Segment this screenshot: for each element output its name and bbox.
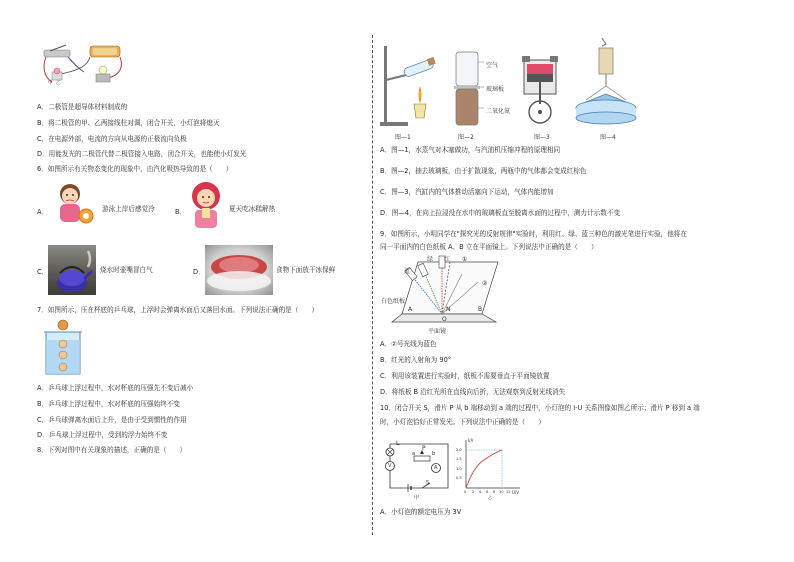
q10-graph-xtick-5: 10 — [499, 490, 504, 494]
q9-option-b: B．红光的入射角为 90° — [380, 356, 452, 364]
q10-label-b-end: b — [432, 451, 436, 457]
q10-graph-xlabel: U/V — [512, 490, 520, 495]
q8-option-b: B．图—2，抽去玻璃板，由于扩散现象，两瓶中的气体都会变成红棕色 — [380, 167, 587, 175]
lamp-icon — [386, 448, 394, 456]
q10-graph-xtick-0: 0 — [464, 490, 467, 494]
q6-a-letter: A． — [37, 208, 49, 216]
q9-label-paper: 白色纸板 — [381, 298, 406, 305]
q10-graph-xtick-6: 12 — [506, 490, 511, 494]
q10-iu-graph — [452, 436, 524, 500]
battery-icon — [90, 46, 120, 57]
q8-fig2-caption: 图—2 — [458, 134, 474, 141]
q9-stem-line1: 9．如图所示，小明同学在"探究光的反射规律"实验时，利用红、绿、蓝三种色的激光笔进行实验，他将在 — [380, 230, 687, 238]
q6-d-letter: D． — [193, 268, 205, 276]
q10-graph-ytick-1: 1.5 — [456, 457, 462, 461]
q10-graph-ytick-2: 1.0 — [456, 467, 462, 471]
q8-fig2-label-no2: 二氧化氮 — [486, 108, 511, 115]
q9-label-green: 绿 — [427, 256, 434, 263]
q5-option-a: A．二极管是超导体材料制成的 — [37, 103, 128, 111]
q10-label-p: P — [422, 445, 426, 452]
q6-b-girl-icecream-image — [186, 180, 226, 232]
switch-icon — [44, 45, 70, 57]
q6-c-letter: C． — [37, 268, 49, 276]
q5-label-jia: 甲 — [48, 81, 53, 86]
q7-beaker-figure — [40, 318, 86, 378]
q10-label-a-end: a — [412, 451, 416, 457]
q10-graph-ytick-0: 2.0 — [456, 448, 462, 452]
q7-option-b: B．乒乓球上浮过程中，水对杯底的压强始终不变 — [37, 400, 180, 408]
q6-b-caption: 夏天吃冰糕解热 — [229, 205, 276, 213]
q6-d-dry-ice-food-photo — [205, 245, 273, 295]
q7-option-a: A．乒乓球上浮过程中，水对杯底的压强先不变后减小 — [37, 384, 194, 392]
q6-a-caption: 游泳上岸后感觉冷 — [102, 205, 155, 213]
q8-fig4-spring-scale — [572, 36, 640, 130]
q10-label-l: L — [396, 440, 400, 447]
q8-stem: 8．下列对图中有关现象的描述，正确的是（ ） — [37, 446, 187, 454]
q6-c-caption: 烧水时壶嘴冒白气 — [100, 266, 153, 274]
q9-option-c: C．利用该装置进行实验时，纸板不需要垂直于平面镜放置 — [380, 372, 550, 380]
q10-graph-caption: 乙 — [488, 495, 492, 500]
q9-label-n1: ① — [462, 256, 468, 263]
q8-fig2-gas-jars — [448, 48, 488, 130]
q5-option-b: B．将二极管的甲、乙两接线柱对调，闭合开关，小灯泡将熄灭 — [37, 119, 220, 127]
q8-option-a: A．图—1，水蒸气对木塞做功，与汽油机压缩冲程的原理相同 — [380, 146, 561, 154]
q8-option-d: D．图—4，在向上拉浸没在水中的玻璃板直至脱离水面的过程中，测力计示数不变 — [380, 209, 621, 217]
q10-graph-ytick-3: 0.5 — [456, 476, 462, 480]
q9-label-o: O — [442, 316, 447, 323]
lamp-icon — [96, 66, 110, 82]
q6-stem: 6．如图所示有关物态变化的现象中，由汽化吸热导致的是（ ） — [37, 165, 233, 173]
q5-label-yi: 乙 — [56, 81, 61, 86]
q7-option-d: D．乒乓球上浮过程中，受到的浮力始终不变 — [37, 431, 168, 439]
q9-label-a: A — [408, 306, 413, 313]
q10-graph-xtick-1: 2 — [472, 490, 475, 494]
q10-graph-ylabel: I/A — [468, 438, 474, 443]
column-divider — [372, 35, 373, 535]
q8-fig2-label-glass: 玻璃板 — [486, 86, 505, 93]
q10-graph-xtick-4: 8 — [493, 490, 496, 494]
q10-graph-xtick-2: 4 — [479, 490, 482, 494]
q10-stem-line2: 时，小灯泡恰好正常发光。下列说法中正确的是（ ） — [380, 418, 545, 426]
q10-label-v: V — [388, 463, 392, 469]
q8-fig1-test-tube — [378, 42, 440, 130]
q5-option-d: D．用能发光的二极管代替二极管接入电路，闭合开关，也能使小灯发光 — [37, 150, 247, 158]
kettle-icon — [48, 245, 96, 295]
q8-fig4-caption: 图—4 — [600, 134, 616, 141]
q8-fig3-engine-cylinder — [518, 52, 562, 128]
q8-option-c: C．图—3，汽缸内的气体推动活塞向下运动，气体内能增加 — [380, 188, 554, 196]
q10-graph-xtick-3: 6 — [486, 490, 489, 494]
q9-label-b: B — [478, 306, 483, 313]
q6-c-kettle-photo — [48, 245, 96, 295]
q9-label-blue: 蓝 — [404, 268, 411, 275]
led-icon — [52, 68, 62, 80]
q8-fig1-caption: 图—1 — [395, 134, 411, 141]
q5-option-c: C．在电源外部，电流的方向从电源的正极流向负极 — [37, 135, 187, 143]
q10-label-s: S — [426, 480, 430, 486]
q8-fig3-caption: 图—3 — [534, 134, 550, 141]
q10-label-a: A — [434, 465, 438, 471]
q6-b-letter: B． — [175, 208, 187, 216]
q7-option-c: C．乒乓球弹离水面后上升，是由于受到惯性的作用 — [37, 416, 187, 424]
q10-label-jia: 甲 — [414, 495, 420, 501]
q9-stem-line2: 同一平面内的白色纸板 A、B 立在平面镜上。下列说法中正确的是（ ） — [380, 243, 598, 251]
q6-d-caption: 食物下面放干冰保鲜 — [276, 266, 336, 274]
q9-label-n2: ② — [482, 280, 488, 287]
q7-stem: 7．如图所示，压在杯底的乒乓球，上浮时会弹离水面后又落回水面。下列说法正确的是（ ） — [37, 306, 319, 314]
q9-option-a: A．②号光线为蓝色 — [380, 340, 437, 348]
q6-a-swimmer-image — [50, 180, 94, 230]
q9-label-mirror: 平面镜 — [428, 328, 447, 335]
q10-stem-line1: 10．闭合开关 S，滑片 P 从 b 端移动到 a 端的过程中，小灯泡的 I-U 关系图像如图乙所示；滑片 P 移到 a 端 — [380, 404, 700, 412]
q9-option-d: D．将纸板 B 沿红光所在直线向后折，无法观察到反射光线消失 — [380, 388, 566, 396]
q8-fig2-label-air: 空气 — [486, 62, 499, 69]
q9-label-n: N — [446, 306, 451, 313]
q9-label-red: 红 — [444, 256, 451, 263]
q10-option-a: A．小灯泡的额定电压为 3V — [380, 508, 462, 516]
